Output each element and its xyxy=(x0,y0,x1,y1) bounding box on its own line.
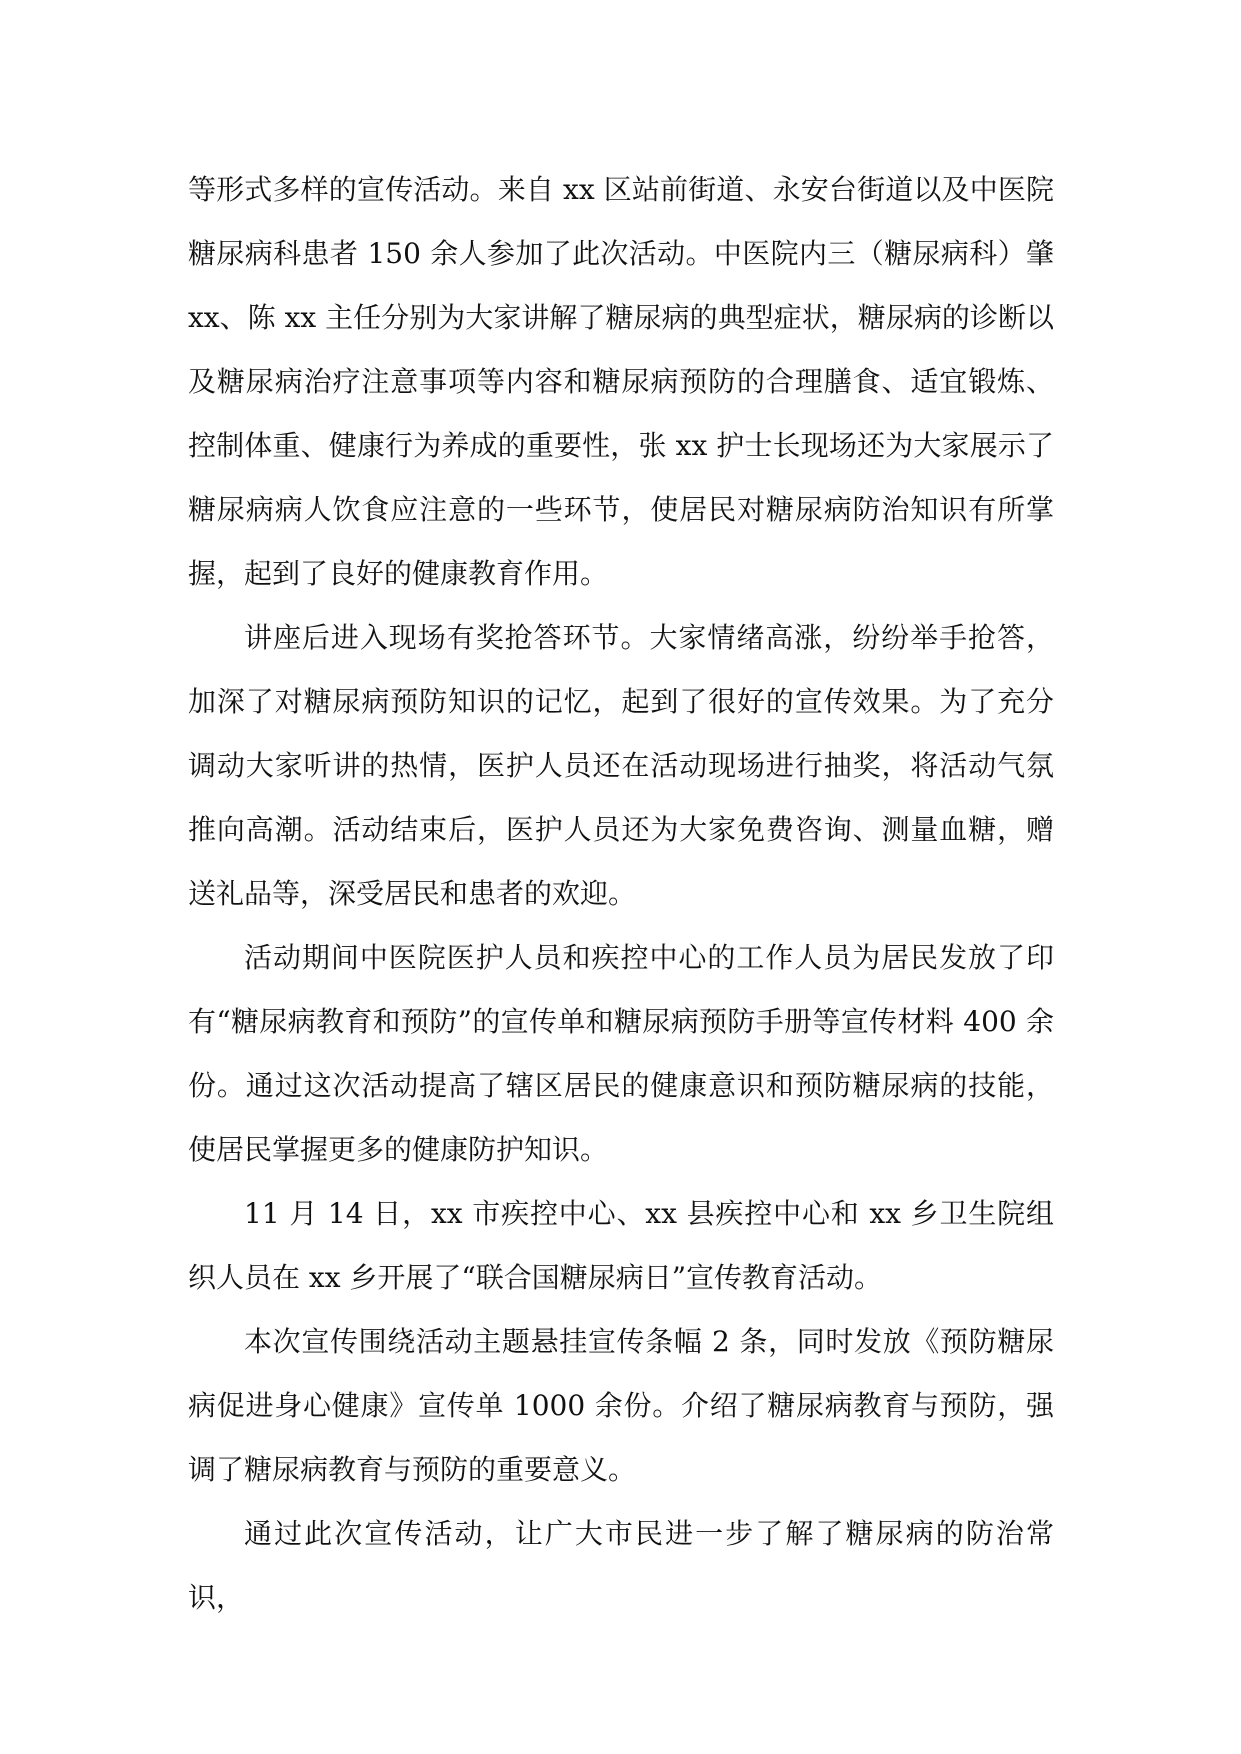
paragraph-5: 本次宣传围绕活动主题悬挂宣传条幅 2 条，同时发放《预防糖尿病促进身心健康》宣传单 1000 余份。介绍了糖尿病教育与预防，强调了糖尿病教育与预防的重要意义。 xyxy=(188,1325,1054,1486)
document-body xyxy=(188,158,1054,1630)
paragraph-1: 等形式多样的宣传活动。来自 xx 区站前街道、永安台街道以及中医院糖尿病科患者 150 余人参加了此次活动。中医院内三（糖尿病科）肇 xx、陈 xx 主任分别为大家讲解了糖尿病的典型症状，糖尿病的诊断以及糖尿病治疗注意事项等内容和糖尿病预防的合理膳食、适宜锻炼、控制体重、健康行为养成的重要性，张 xx 护士长现场还为大家展示了糖尿病病人饮食应注意的一些环节，使居民对糖尿病防治知识有所掌握，起到了良好的健康教育作用。 xyxy=(188,173,1054,590)
paragraph-4: 11 月 14 日，xx 市疾控中心、xx 县疾控中心和 xx 乡卫生院组织人员在 xx 乡开展了“联合国糖尿病日”宣传教育活动。 xyxy=(188,1197,1054,1294)
paragraph-3: 活动期间中医院医护人员和疾控中心的工作人员为居民发放了印有“糖尿病教育和预防”的宣传单和糖尿病预防手册等宣传材料 400 余份。通过这次活动提高了辖区居民的健康意识和预防糖尿病的技能，使居民掌握更多的健康防护知识。 xyxy=(188,941,1054,1166)
paragraph-2: 讲座后进入现场有奖抢答环节。大家情绪高涨，纷纷举手抢答，加深了对糖尿病预防知识的记忆，起到了很好的宣传效果。为了充分调动大家听讲的热情，医护人员还在活动现场进行抽奖，将活动气氛推向高潮。活动结束后，医护人员还为大家免费咨询、测量血糖，赠送礼品等，深受居民和患者的欢迎。 xyxy=(188,621,1054,910)
paragraph-6: 通过此次宣传活动，让广大市民进一步了解了糖尿病的防治常识， xyxy=(188,1517,1054,1614)
